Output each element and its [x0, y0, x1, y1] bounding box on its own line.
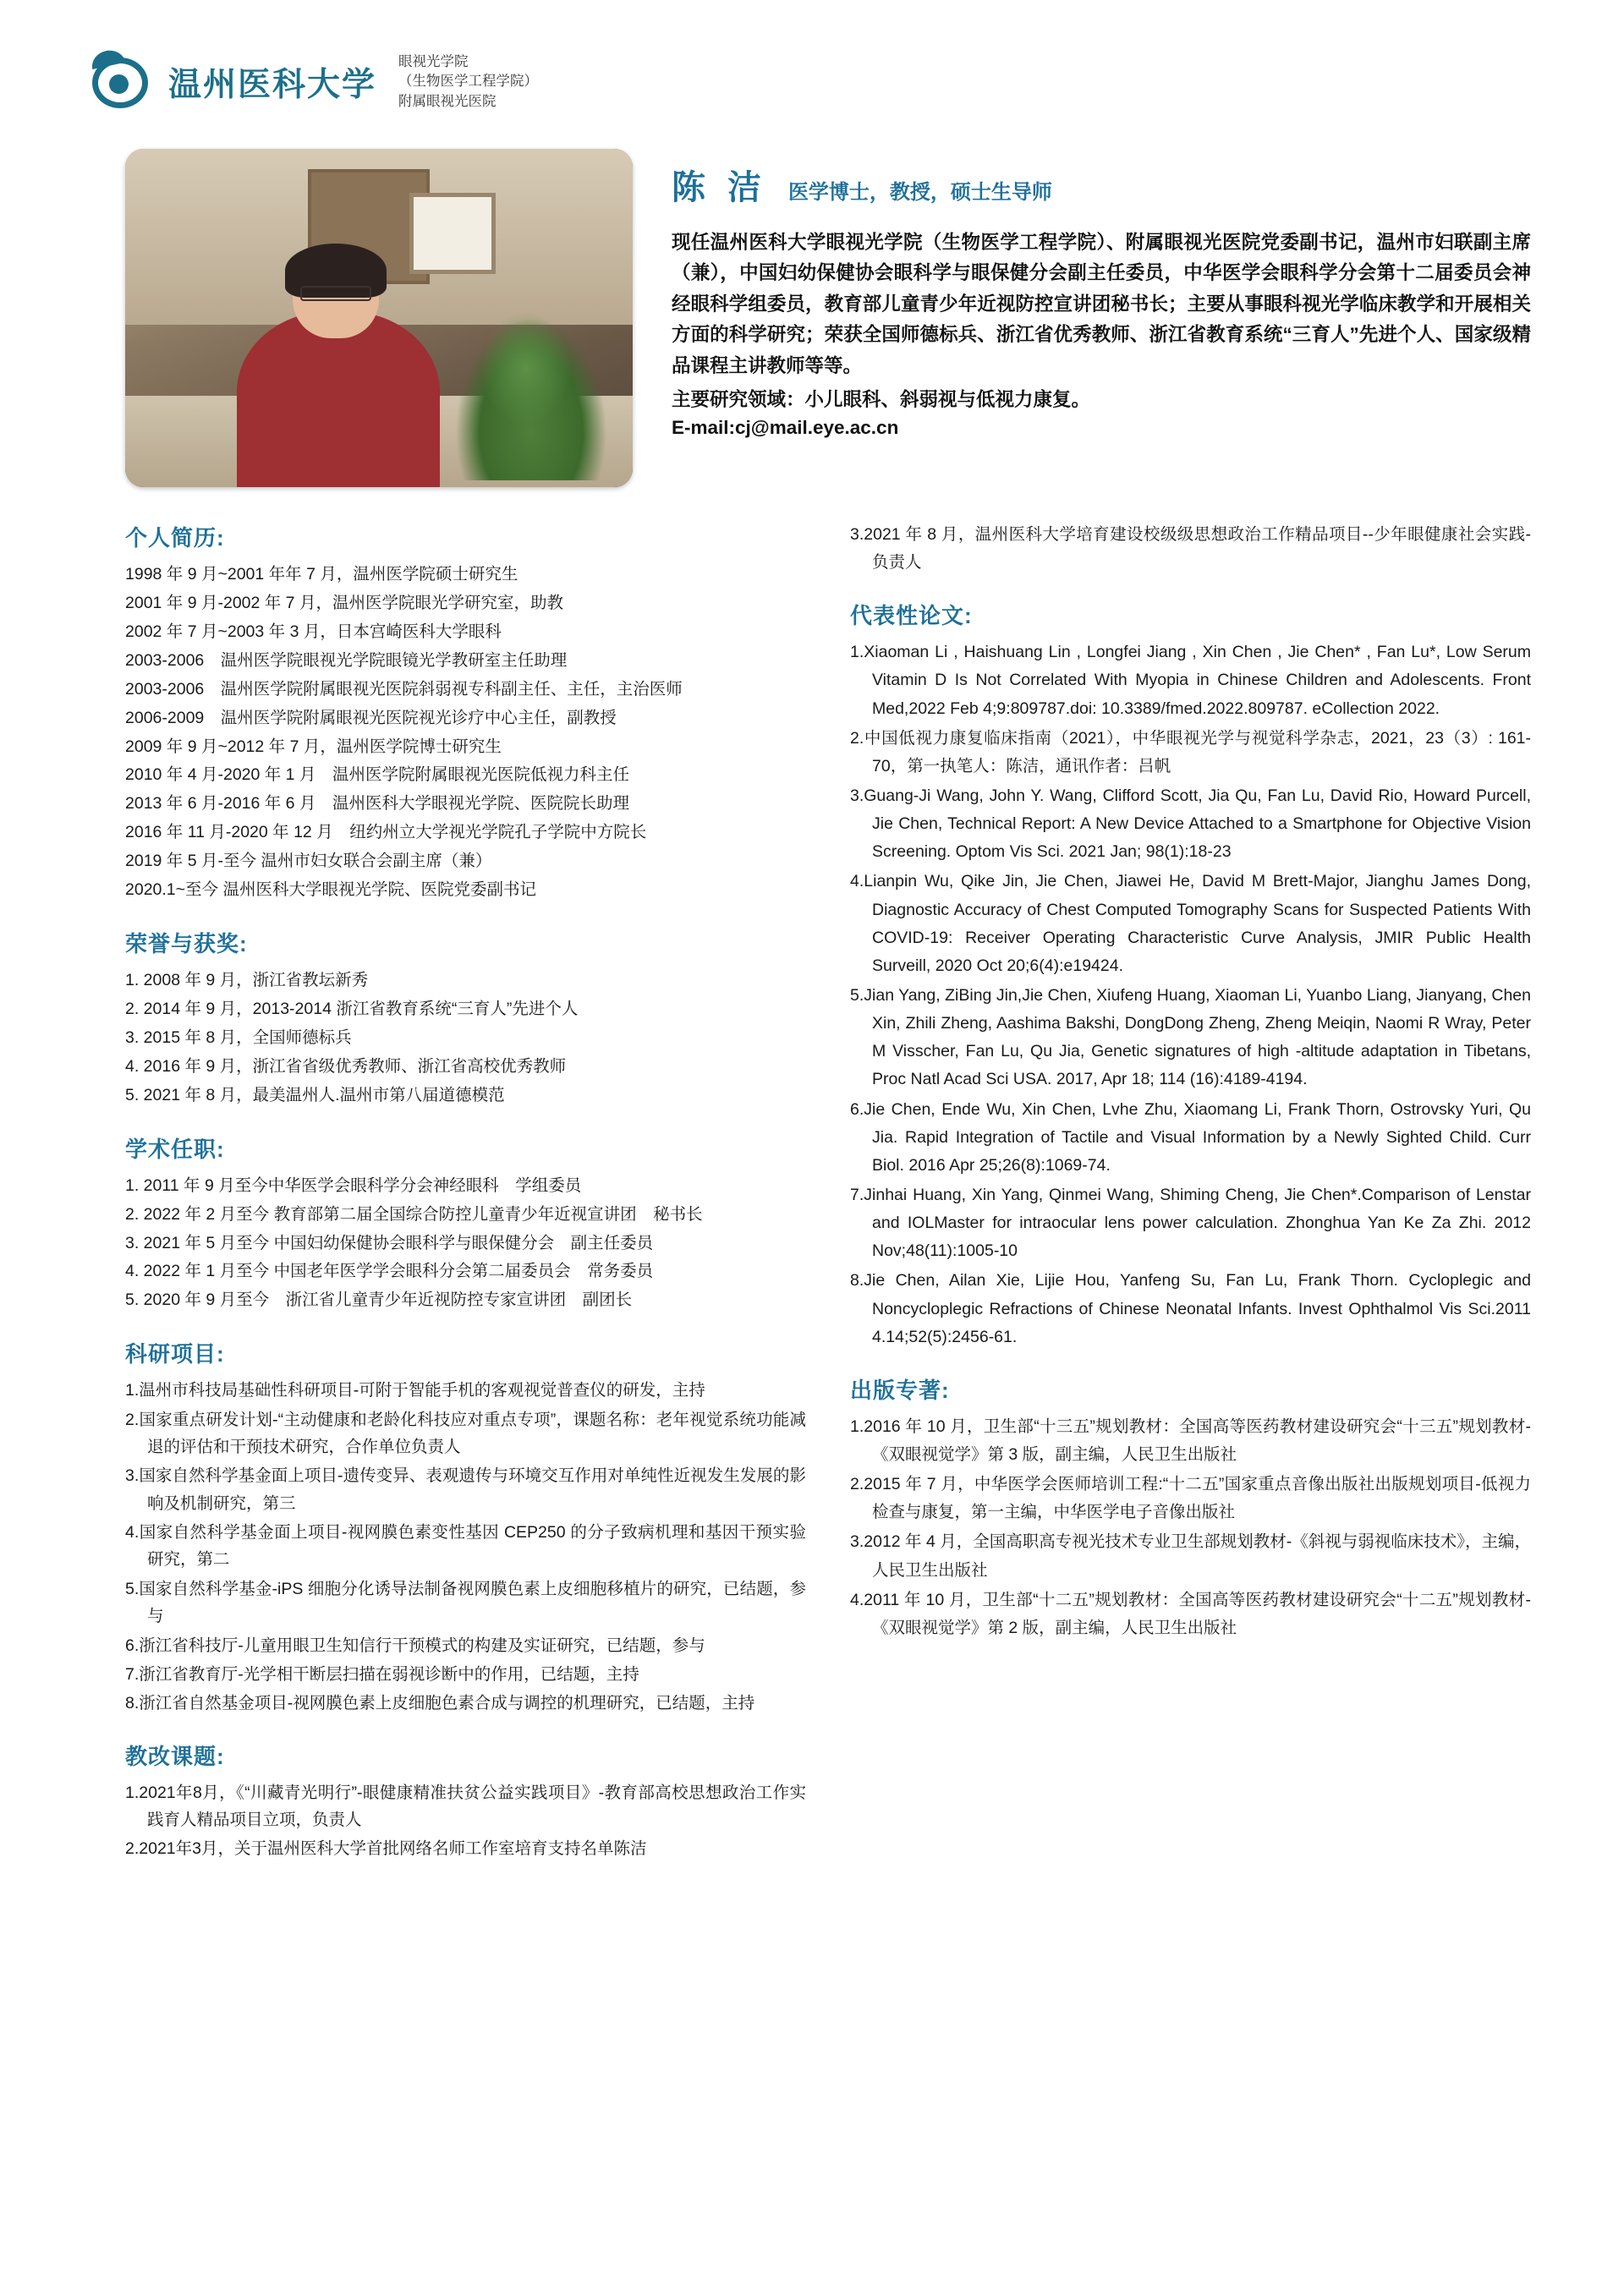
list-item: 8.浙江省自然基金项目-视网膜色素上皮细胞色素合成与调控的机理研究，已结题，主持	[125, 1694, 755, 1713]
honors-list	[125, 967, 806, 1110]
list-item: 3. 2015 年 8 月，全国师德标兵	[125, 1027, 352, 1047]
list-item: 2. 2014 年 9 月，2013-2014 浙江省教育系统“三育人”先进个人	[125, 999, 579, 1018]
bio-paragraph: 现任温州医科大学眼视光学院（生物医学工程学院）、附属眼视光医院党委副书记，温州市妇联副主席（兼），中国妇幼保健协会眼科学与眼保健分会副主任委员，中华医学会眼科学分会第十二届委员会神经眼科学组委员，教育部儿童青少年近视防控宣讲团秘书长；主要从事眼科视光学临床教学和开展相关方面的科学研究；荣获全国师德标兵、浙江省优秀教师、浙江省教育系统“三育人”先进个人、国家级精品课程主讲教师等等。	[672, 232, 1531, 376]
list-item: 1998 年 9 月~2001 年年 7 月，温州医学院硕士研究生	[125, 565, 518, 584]
list-item: 1.2021年8月，《“川藏青光明行”-眼健康精准扶贫公益实践项目》-教育部高校思想政治工作实践育人精品项目立项，负责人	[125, 1783, 806, 1829]
list-item: 2002 年 7 月~2003 年 3 月，日本宫崎医科大学眼科	[125, 622, 502, 641]
email-address: E-mail:cj@mail.eye.ac.cn	[672, 417, 899, 439]
list-item: 4.2011 年 10 月，卫生部“十二五”规划教材：全国高等医药教材建设研究会“十二五”规划教材-《双眼视觉学》第 2 版，副主编，人民卫生出版社	[850, 1590, 1531, 1637]
list-item: 7.浙江省教育厅-光学相干断层扫描在弱视诊断中的作用，已结题，主持	[125, 1664, 639, 1684]
list-item: 4. 2016 年 9 月，浙江省省级优秀教师、浙江省高校优秀教师	[125, 1056, 567, 1076]
university-name: 温州医科大学	[168, 65, 377, 104]
resume-list	[125, 561, 806, 905]
section-title-academic: 学术任职:	[125, 1136, 225, 1162]
left-column	[125, 521, 806, 1865]
list-item: 1. 2011 年 9 月至今中华医学会眼科学分会神经眼科 学组委员	[125, 1175, 582, 1195]
papers-list	[850, 638, 1531, 1351]
list-item: 2. 2022 年 2 月至今 教育部第二届全国综合防控儿童青少年近视宣讲团 秘书长	[125, 1204, 703, 1224]
school-line-1: 眼视光学院	[398, 53, 469, 69]
person-titles: 医学博士，教授，硕士生导师	[787, 181, 1052, 204]
list-item: 2.中国低视力康复临床指南（2021），中华眼视光学与视觉科学杂志，2021，23（3）: 161-70，第一执笔人：陈洁，通讯作者：吕帆	[850, 728, 1531, 775]
profile-section	[0, 115, 1624, 487]
list-item: 2006-2009 温州医学院附属眼视光医院视光诊疗中心主任，副教授	[125, 708, 617, 727]
academic-list	[125, 1172, 806, 1316]
list-item: 1.Xiaoman Li , Haishuang Lin , Longfei Jiang , Xin Chen , Jie Chen* , Fan Lu*, Low Serum Vitamin D Is Not Correlated With Myopia in Chinese Children and Adolescents. Front Med,2022 Feb 4;9:809787.doi: 10.3389/fmed.2022.809787. eCollection 2022.	[850, 643, 1531, 718]
list-item: 5.Jian Yang, ZiBing Jin,Jie Chen, Xiufeng Huang, Xiaoman Li, Yuanbo Liang, Jianyang, Chen Xin, Zhili Zheng, Aashima Bakshi, DongDong Zheng, Zheng Meiqin, Naomi R Wray, Peter M Visscher, Fan Lu, Qu Jia, Genetic signatures of high -altitude adaptation in Tibetans, Proc Natl Acad Sci USA. 2017, Apr 18; 114 (16):4189-4194.	[850, 985, 1531, 1089]
list-item: 2019 年 5 月-至今 温州市妇女联合会副主席（兼）	[125, 852, 492, 871]
person-name: 陈 洁	[672, 167, 766, 207]
eye-logo-icon	[89, 49, 155, 115]
list-item: 2.2021年3月，关于温州医科大学首批网络名师工作室培育支持名单陈洁	[125, 1839, 647, 1859]
list-item: 4. 2022 年 1 月至今 中国老年医学学会眼科分会第二届委员会 常务委员	[125, 1262, 654, 1281]
list-item: 4.Lianpin Wu, Qike Jin, Jie Chen, Jiawei He, David M Brett-Major, Jianghu James Dong, Diagnostic Accuracy of Chest Computed Tomography Scans for Suspected Patients With COVID-19: Receiver Operating Characteristic Curve Analysis, JMIR Public Health Surveill, 2020 Oct 20;6(4):e19424.	[850, 872, 1531, 975]
list-item: 2010 年 4 月-2020 年 1 月 温州医学院附属眼视光医院低视力科主任	[125, 765, 629, 785]
school-line-2: （生物医学工程学院）	[398, 74, 539, 90]
list-item: 2009 年 9 月~2012 年 7 月，温州医学院博士研究生	[125, 737, 502, 756]
section-title-papers: 代表性论文:	[850, 603, 973, 629]
list-item: 5.国家自然科学基金-iPS 细胞分化诱导法制备视网膜色素上皮细胞移植片的研究，已结题，参与	[125, 1579, 806, 1626]
list-item: 1.温州市科技局基础性科研项目-可附于智能手机的客观视觉普查仪的研发，主持	[125, 1381, 705, 1400]
section-title-teaching-reform: 教改课题:	[125, 1743, 225, 1769]
list-item: 8.Jie Chen, Ailan Xie, Lijie Hou, Yanfeng Su, Fan Lu, Frank Thorn. Cycloplegic and Noncycloplegic Refractions of Chinese Neonatal Infants. Invest Ophthalmol Vis Sci.2011 4.14;52(5):2456-61.	[850, 1271, 1531, 1346]
list-item: 3. 2021 年 5 月至今 中国妇幼保健协会眼科学与眼保健分会 副主任委员	[125, 1233, 654, 1252]
right-column	[850, 521, 1531, 1865]
school-names	[398, 52, 538, 112]
list-item: 1. 2008 年 9 月，浙江省教坛新秀	[125, 971, 369, 990]
list-item: 1.2016 年 10 月，卫生部“十三五”规划教材：全国高等医药教材建设研究会“十三五”规划教材-《双眼视觉学》第 3 版，副主编，人民卫生出版社	[850, 1417, 1531, 1464]
school-line-3: 附属眼视光医院	[398, 93, 497, 109]
content-columns	[0, 487, 1624, 1865]
list-item: 3.Guang-Ji Wang, John Y. Wang, Clifford Scott, Jia Qu, Fan Lu, David Rio, Howard Purcell, Jie Chen, Technical Report: A New Device Attached to a Smartphone for Objective Vision Screening. Optom Vis Sci. 2021 Jan; 98(1):18-23	[850, 786, 1531, 862]
list-item: 2001 年 9 月-2002 年 7 月，温州医学院眼光学研究室，助教	[125, 593, 563, 612]
list-item: 3.2012 年 4 月，全国高职高专视光技术专业卫生部规划教材-《斜视与弱视临床技术》，主编，人民卫生出版社	[850, 1532, 1531, 1580]
list-item: 5. 2021 年 8 月，最美温州人.温州市第八届道德模范	[125, 1085, 505, 1104]
list-item: 2.国家重点研发计划-“主动健康和老龄化科技应对重点专项”，课题名称：老年视觉系统功能减退的评估和干预技术研究，合作单位负责人	[125, 1410, 806, 1456]
section-title-resume: 个人简历:	[125, 525, 225, 551]
teaching-reform-list	[125, 1779, 806, 1863]
list-item: 2020.1~至今 温州医科大学眼视光学院、医院党委副书记	[125, 880, 536, 900]
list-item: 2013 年 6 月-2016 年 6 月 温州医科大学眼视光学院、医院院长助理	[125, 794, 629, 814]
list-item: 2.2015 年 7 月，中华医学会医师培训工程:“十二五”国家重点音像出版社出版规划项目-低视力检查与康复，第一主编，中华医学电子音像出版社	[850, 1475, 1531, 1522]
list-item: 7.Jinhai Huang, Xin Yang, Qinmei Wang, Shiming Cheng, Jie Chen*.Comparison of Lenstar and IOLMaster for intraocular lens power calculation. Zhonghua Yan Ke Za Zhi. 2012 Nov;48(11):1005-10	[850, 1185, 1531, 1261]
list-item: 3.国家自然科学基金面上项目-遗传变异、表观遗传与环境交互作用对单纯性近视发生发展的影响及机制研究，第三	[125, 1466, 806, 1513]
list-item: 6.浙江省科技厅-儿童用眼卫生知信行干预模式的构建及实证研究，已结题，参与	[125, 1636, 705, 1655]
list-item: 2003-2006 温州医学院眼视光学院眼镜光学教研室主任助理	[125, 650, 568, 670]
section-title-books: 出版专著:	[850, 1377, 950, 1403]
list-item: 3.2021 年 8 月，温州医科大学培育建设校级级思想政治工作精品项目--少年眼健康社会实践-负责人	[850, 525, 1531, 573]
teaching-reform-continued	[850, 521, 1531, 577]
list-item: 5. 2020 年 9 月至今 浙江省儿童青少年近视防控专家宣讲团 副团长	[125, 1290, 633, 1310]
section-title-honors: 荣誉与获奖:	[125, 931, 248, 957]
projects-list	[125, 1377, 806, 1717]
page-header	[0, 0, 1624, 115]
list-item: 2003-2006 温州医学院附属眼视光医院斜弱视专科副主任、主任，主治医师	[125, 679, 683, 699]
section-title-projects: 科研项目:	[125, 1341, 225, 1367]
portrait-photo	[125, 149, 633, 487]
research-field: 主要研究领域：小儿眼科、斜弱视与低视力康复。	[672, 389, 1091, 411]
list-item: 6.Jie Chen, Ende Wu, Xin Chen, Lvhe Zhu, Xiaomang Li, Frank Thorn, Ostrovsky Yuri, Qu Jia. Rapid Integration of Tactile and Visual Information by a Newly Sighted Child. Curr Biol. 2016 Apr 25;26(8):1069-74.	[850, 1099, 1531, 1175]
list-item: 4.国家自然科学基金面上项目-视网膜色素变性基因 CEP250 的分子致病机理和基因干预实验研究，第二	[125, 1523, 806, 1570]
list-item: 2016 年 11 月-2020 年 12 月 纽约州立大学视光学院孔子学院中方院长	[125, 823, 647, 842]
books-list	[850, 1413, 1531, 1642]
bio-block	[672, 149, 1531, 439]
